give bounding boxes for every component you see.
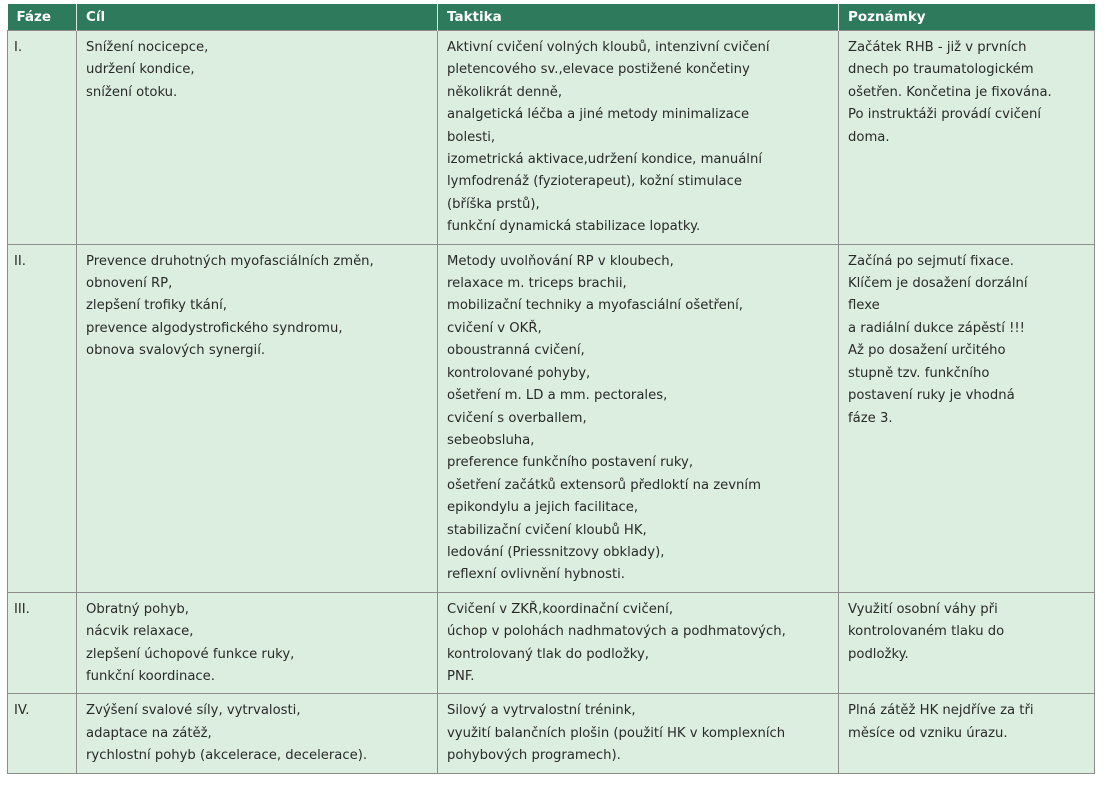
tactics-line: preference funkčního postavení ruky,	[447, 455, 694, 471]
tactics-line: reflexní ovlivnění hybnosti.	[447, 567, 625, 583]
goal-cell	[77, 244, 438, 592]
tactics-line: ledování (Priessnitzovy obklady),	[447, 544, 665, 560]
goal-line: Snížení nocicepce,	[86, 40, 209, 55]
tactics-line: ošetření začátků extensorů předloktí na zevním	[447, 477, 761, 493]
phase-cell: II.	[8, 244, 77, 592]
goal-line: nácvik relaxace,	[86, 624, 194, 640]
notes-line: Začátek RHB - již v prvních	[848, 40, 1027, 55]
notes-cell	[839, 31, 1095, 245]
goal-line: Zvýšení svalové síly, vytrvalosti,	[86, 703, 301, 719]
tactics-line: PNF.	[447, 668, 475, 684]
table-row	[8, 694, 1095, 773]
table-row	[8, 244, 1095, 592]
tactics-line: relaxace m. triceps brachii,	[447, 276, 627, 292]
tactics-line: ošetření m. LD a mm. pectorales,	[447, 388, 668, 404]
goal-cell	[77, 592, 438, 694]
table-body	[8, 31, 1095, 774]
tactics-line: stabilizační cvičení kloubů HK,	[447, 522, 647, 538]
tactics-line: (bříška prstů),	[447, 196, 540, 212]
tactics-line: lymfodrenáž (fyzioterapeut), kožní stimulace	[447, 174, 742, 190]
tactics-line: bolesti,	[447, 129, 496, 145]
rehab-phases-table-container	[7, 4, 1094, 774]
notes-line: kontrolovaném tlaku do	[848, 624, 1005, 640]
tactics-line: Aktivní cvičení volných kloubů, intenzivní cvičení	[447, 40, 770, 55]
goal-line: rychlostní pohyb (akcelerace, decelerace).	[86, 748, 368, 764]
goal-line: zlepšení úchopové funkce ruky,	[86, 646, 295, 662]
notes-cell	[839, 592, 1095, 694]
goal-line: funkční koordinace.	[86, 668, 215, 684]
notes-line: fáze 3.	[848, 410, 893, 426]
tactics-line: Cvičení v ZKŘ,koordinační cvičení,	[447, 601, 674, 617]
tactics-line: epikondylu a jejich facilitace,	[447, 500, 639, 516]
tactics-line: kontrolované pohyby,	[447, 365, 591, 381]
phase-cell: I.	[8, 31, 77, 245]
notes-line: a radiální dukce zápěstí !!!	[848, 320, 1025, 336]
goal-line: Obratný pohyb,	[86, 601, 189, 617]
tactics-line: úchop v polohách nadhmatových a podhmatových,	[447, 624, 786, 640]
tactics-cell	[438, 592, 839, 694]
tactics-line: pohybových programech).	[447, 748, 621, 764]
tactics-line: cvičení s overballem,	[447, 410, 587, 426]
tactics-line: Metody uvolňování RP v kloubech,	[447, 253, 674, 269]
tactics-line: kontrolovaný tlak do podložky,	[447, 646, 649, 662]
tactics-cell	[438, 244, 839, 592]
notes-line: měsíce od vzniku úrazu.	[848, 725, 1008, 741]
tactics-line: několikrát denně,	[447, 84, 563, 100]
tactics-cell	[438, 694, 839, 773]
table-header-row	[8, 4, 1095, 31]
notes-line: Až po dosažení určitého	[848, 343, 1006, 359]
notes-cell	[839, 244, 1095, 592]
notes-line: dnech po traumatologickém	[848, 62, 1034, 78]
tactics-line: oboustranná cvičení,	[447, 343, 585, 359]
notes-line: Využití osobní váhy při	[848, 601, 998, 617]
phase-cell: IV.	[8, 694, 77, 773]
notes-line: Plná zátěž HK nejdříve za tři	[848, 703, 1034, 719]
notes-line: postavení ruky je vhodná	[848, 388, 1015, 404]
notes-line: stupně tzv. funkčního	[848, 365, 990, 381]
header-goal: Cíl	[77, 4, 438, 31]
goal-cell	[77, 694, 438, 773]
goal-line: prevence algodystrofického syndromu,	[86, 320, 343, 336]
goal-line: udržení kondice,	[86, 62, 195, 78]
tactics-line: mobilizační techniky a myofasciální ošetření,	[447, 298, 743, 314]
tactics-line: cvičení v OKŘ,	[447, 320, 542, 336]
tactics-cell	[438, 31, 839, 245]
notes-line: Klíčem je dosažení dorzální	[848, 276, 1028, 292]
tactics-line: analgetická léčba a jiné metody minimalizace	[447, 107, 750, 123]
goal-line: Prevence druhotných myofasciálních změn,	[86, 253, 374, 269]
goal-line: zlepšení trofiky tkání,	[86, 298, 227, 314]
goal-cell	[77, 31, 438, 245]
phase-cell: III.	[8, 592, 77, 694]
tactics-line: izometrická aktivace,udržení kondice, manuální	[447, 152, 762, 168]
notes-line: flexe	[848, 298, 880, 314]
goal-line: obnova svalových synergií.	[86, 343, 266, 359]
notes-line: podložky.	[848, 646, 909, 662]
header-tactics: Taktika	[438, 4, 839, 31]
tactics-line: využití balančních plošin (použití HK v komplexních	[447, 725, 786, 741]
goal-line: snížení otoku.	[86, 84, 178, 100]
header-phase: Fáze	[8, 4, 77, 31]
notes-line: ošetřen. Končetina je fixována.	[848, 84, 1052, 100]
tactics-line: sebeobsluha,	[447, 432, 535, 448]
notes-line: doma.	[848, 129, 890, 145]
table-row	[8, 592, 1095, 694]
tactics-line: funkční dynamická stabilizace lopatky.	[447, 219, 701, 235]
header-notes: Poznámky	[839, 4, 1095, 31]
goal-line: obnovení RP,	[86, 276, 173, 292]
notes-line: Začíná po sejmutí fixace.	[848, 253, 1014, 269]
tactics-line: Silový a vytrvalostní trénink,	[447, 703, 636, 719]
notes-cell	[839, 694, 1095, 773]
tactics-line: pletencového sv.,elevace postižené končetiny	[447, 62, 750, 78]
table-row	[8, 31, 1095, 245]
rehab-phases-table	[7, 4, 1095, 774]
goal-line: adaptace na zátěž,	[86, 725, 212, 741]
notes-line: Po instruktáži provádí cvičení	[848, 107, 1042, 123]
